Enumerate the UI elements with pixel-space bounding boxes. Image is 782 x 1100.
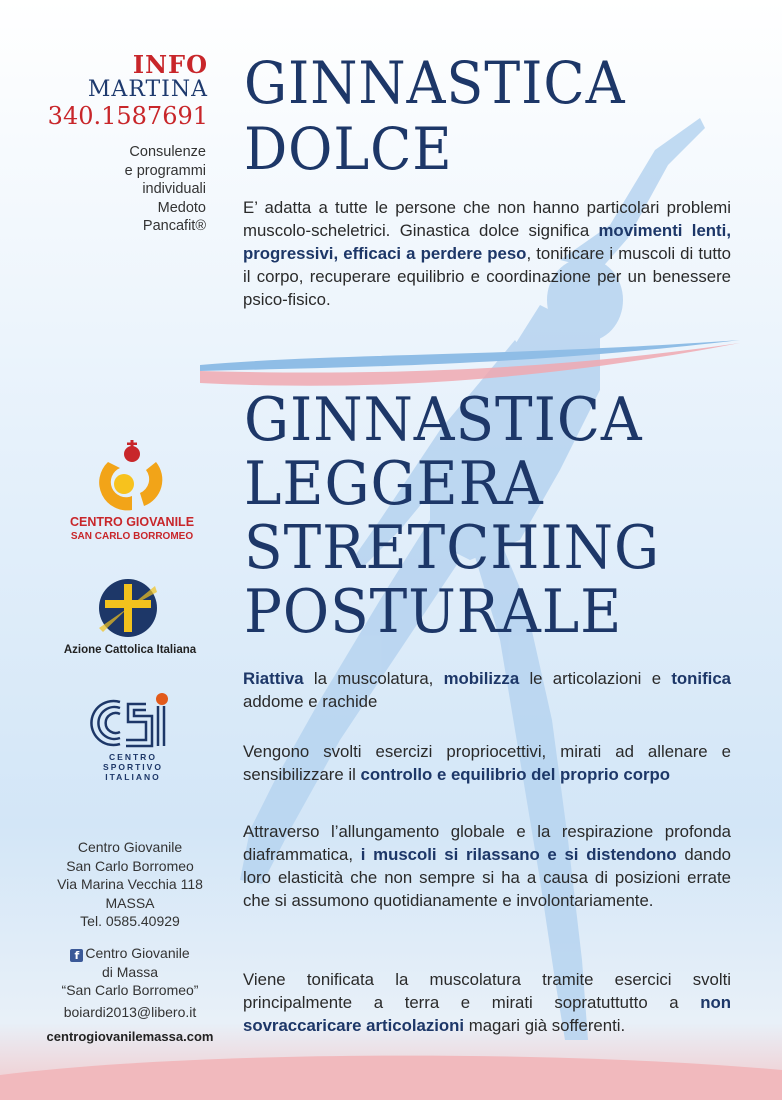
email-link[interactable]: boiardi2013@libero.it (63, 1004, 197, 1020)
address-line: San Carlo Borromeo (66, 857, 194, 874)
csi-logo-line-italiano: ITALIANO (105, 772, 161, 782)
facebook-page-name: Centro Giovanile (85, 945, 190, 961)
services-line: Pancafit® (142, 218, 206, 234)
paragraph-tonificata: Viene tonificata la muscolatura tramite esercici svolti principalmente a terra e mirati sopratuttutto a non sovraccaricare articolazioni magari già sofferenti. (243, 970, 731, 1035)
title-line: STRETCHING (244, 513, 660, 583)
azione-cattolica-emblem-icon (95, 578, 161, 638)
centro-giovanile-logo-subtitle: SAN CARLO BORROMEO (70, 531, 194, 542)
centro-giovanile-logo (62, 440, 202, 550)
paragraph-riattiva: Riattiva la muscolatura, mobilizza le articolazioni e tonifica addome e rachide (243, 669, 731, 711)
services-line: Medoto (157, 199, 206, 216)
azione-cattolica-logo-name: Azione Cattolica Italiana (63, 644, 197, 656)
title-line: POSTURALE (244, 577, 623, 647)
csi-logo-line-centro: CENTRO (109, 752, 157, 762)
title-line: GINNASTICA (244, 385, 643, 455)
address-block (40, 838, 220, 931)
azione-cattolica-logo (50, 578, 210, 663)
address-line: Via Marina Vecchia 118 (57, 876, 203, 892)
address-line: MASSA (105, 894, 155, 911)
title-line: DOLCE (244, 115, 453, 183)
services-line: individuali (142, 181, 206, 197)
centro-giovanile-emblem-icon (94, 440, 170, 512)
csi-logo-line-sportivo: SPORTIVO (103, 762, 163, 772)
centro-giovanile-logo-name: CENTRO GIOVANILE (69, 515, 195, 529)
contact-name: MARTINA (87, 77, 208, 102)
left-sidebar (0, 0, 220, 1100)
facebook-block[interactable] (40, 944, 220, 1000)
info-label: INFO (132, 50, 208, 79)
address-line: Centro Giovanile (77, 839, 183, 855)
paragraph-allungamento: Attraverso l’allungamento globale e la respirazione profonda diaframmatica, i muscoli si rilassano e si distendono dando loro elasticità che non sempre si ha a causa di posizioni errate che si assumono quotidianamente e involontariamente. (243, 822, 732, 910)
facebook-page-name-line2: di Massa (101, 963, 159, 980)
title-ginnastica-leggera (244, 385, 660, 647)
website-link[interactable]: centrogiovanilemassa.com (46, 1029, 214, 1044)
csi-logo (88, 692, 178, 787)
facebook-page-name-line3: “San Carlo Borromeo” (61, 982, 199, 998)
facebook-icon: f (70, 949, 83, 962)
phone-number[interactable]: 340.1587691 (47, 102, 208, 130)
info-block (48, 52, 208, 130)
telephone[interactable]: Tel. 0585.40929 (80, 913, 180, 929)
dolce-description: E’ adatta a tutte le persone che non hanno particolari problemi muscolo-scheletrici. Ginastica dolce significa movimenti lenti, progressivi, efficaci a perdere peso, tonificare i muscoli di tutto il corpo, recuperare equilibrio e coordinazione per un benessere psico-fisico. (243, 198, 731, 309)
services-list (125, 143, 206, 236)
title-ginnastica-dolce (244, 50, 626, 182)
title-line: LEGGERA (244, 449, 544, 519)
services-line: Consulenze (129, 144, 206, 160)
title-line: GINNASTICA (244, 49, 626, 117)
services-line: e programmi (124, 162, 206, 179)
paragraph-propriocettivi: Vengono svolti esercizi propriocettivi, mirati ad allenare e sensibilizzare il controllo e equilibrio del proprio corpo (243, 742, 731, 784)
